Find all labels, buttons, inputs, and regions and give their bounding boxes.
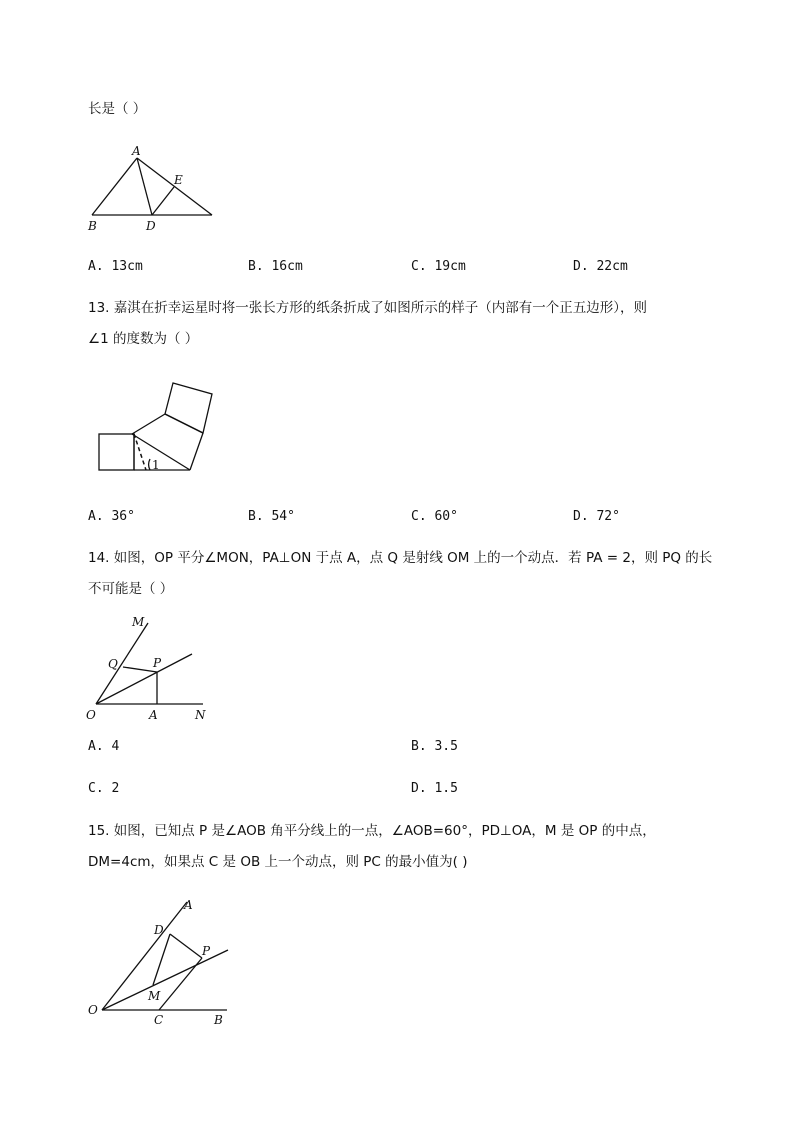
ray-OA [102,902,187,1010]
angle-1-arc [149,459,150,470]
q15-stem-line2: DM=4cm，如果点 C 是 OB 上一个动点，则 PC 的最小值为( ) [88,854,468,870]
label-E: E [174,173,183,187]
label-M: M [132,615,145,629]
label-Q: Q [108,657,118,671]
label-B: B [88,219,97,233]
segment-PQ [123,667,157,672]
label-A: A [184,898,193,912]
q14-stem-line2: 不可能是（ ） [88,581,174,597]
label-D: D [146,219,156,233]
label-A: A [132,144,141,158]
q13-option-b[interactable]: B. 54° [248,509,295,524]
label-D: D [154,923,164,937]
strip-top-piece [165,383,212,433]
ray-OM [96,623,148,704]
q13-option-d[interactable]: D. 72° [573,509,620,524]
q14-stem-line1: 14. 如图，OP 平分∠MON，PA⊥ON 于点 A，点 Q 是射线 OM 上的一个动点．若 PA = 2，则 PQ 的长 [88,550,713,566]
fold-diagonal [132,434,190,470]
q12-option-b[interactable]: B. 16cm [248,259,303,274]
label-B: B [214,1013,223,1027]
label-A: A [149,708,158,722]
ray-OP [102,950,228,1010]
label-N: N [195,708,206,722]
q12-option-c[interactable]: C. 19cm [411,259,466,274]
label-C: C [154,1013,164,1027]
q12-option-a[interactable]: A. 13cm [88,259,143,274]
q13-option-a[interactable]: A. 36° [88,509,135,524]
label-P: P [202,944,211,958]
label-angle-1: 1 [152,458,160,472]
segment-PC [159,958,202,1010]
q12-option-d[interactable]: D. 22cm [573,259,628,274]
q13-stem-line1: 13. 嘉淇在折幸运星时将一张长方形的纸条折成了如图所示的样子（内部有一个正五边形），则 [88,300,648,316]
q14-angle-bisector-figure [82,612,222,724]
label-O: O [86,708,96,722]
strip-left-rect [99,434,134,470]
q12-stem-tail: 长是（ ） [88,101,147,117]
label-M: M [148,989,161,1003]
q13-stem-line2: ∠1 的度数为（ ） [88,331,199,347]
q13-folded-strip-figure [94,378,224,478]
q14-option-b[interactable]: B. 3.5 [411,739,458,754]
q14-option-a[interactable]: A. 4 [88,739,120,754]
segment-DP [170,934,202,958]
label-O: O [88,1003,98,1017]
q14-option-c[interactable]: C. 2 [88,781,120,796]
q15-angle-figure [82,892,242,1032]
q15-stem-line1: 15. 如图，已知点 P 是∠AOB 角平分线上的一点，∠AOB=60°，PD⊥OA，M 是 OP 的中点， [88,823,656,839]
segment-DE [152,187,174,215]
segment-AD [137,158,152,215]
segment-AB [92,158,137,215]
pentagon-top-left [132,414,165,434]
q13-option-c[interactable]: C. 60° [411,509,458,524]
q12-triangle-figure [82,140,222,235]
pentagon-right [190,433,203,470]
label-P: P [153,656,162,670]
q14-option-d[interactable]: D. 1.5 [411,781,458,796]
